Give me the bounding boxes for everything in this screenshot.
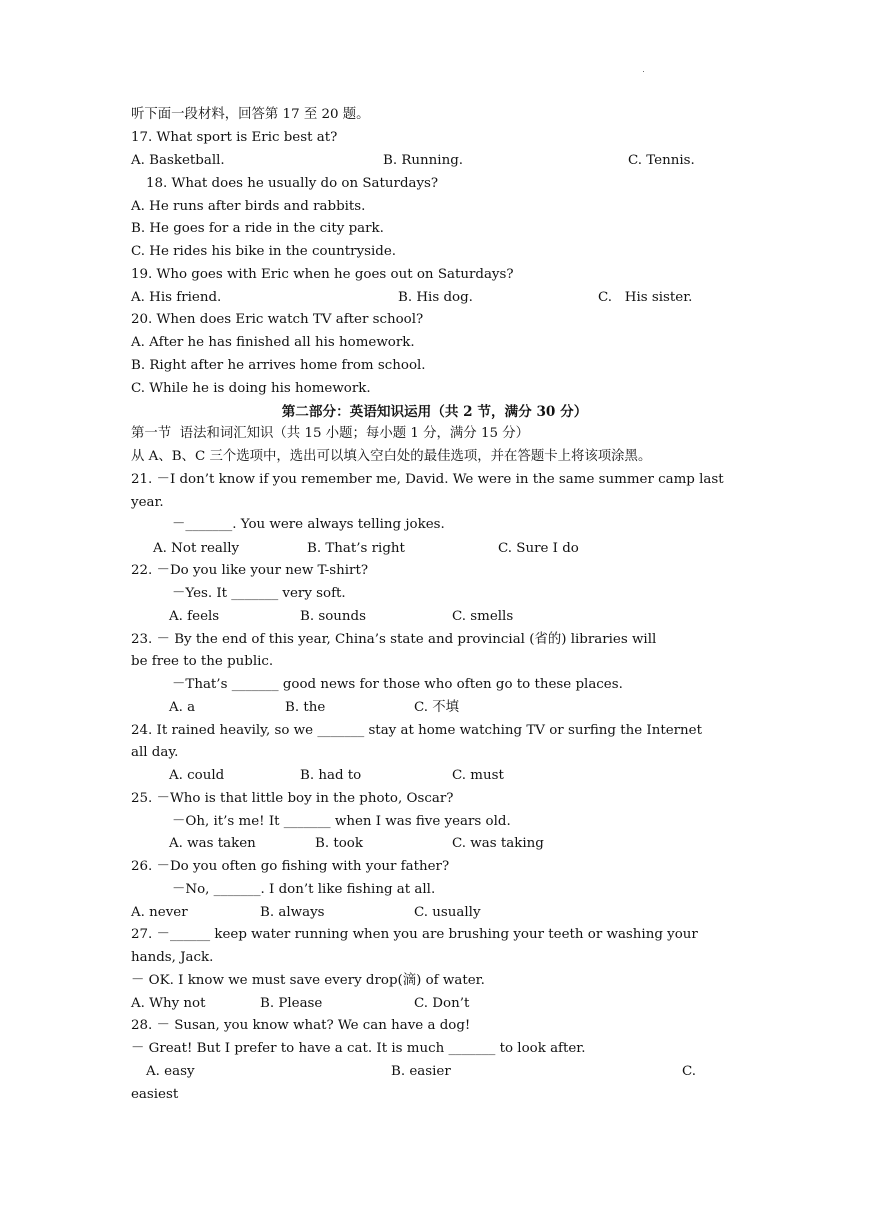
question-line: － OK. I know we must save every drop(滴) of water.	[131, 973, 485, 988]
question-line: －No, _______. I don’t like fishing at all.	[172, 882, 436, 897]
option-b: B. always	[260, 905, 325, 920]
option-b: B. That’s right	[307, 541, 405, 556]
option-a: A. feels	[169, 609, 220, 624]
option-b: B. had to	[300, 768, 362, 783]
option-c: C. Don’t	[414, 996, 470, 1011]
option-b: B. His dog.	[398, 290, 473, 305]
question-line: be free to the public.	[131, 654, 274, 669]
option-c: C.	[682, 1064, 697, 1079]
header-mark: ·	[642, 66, 645, 76]
question-line: 26. －Do you often go fishing with your father?	[131, 859, 450, 874]
section-instruction: 从 A、B、C 三个选项中，选出可以填入空白处的最佳选项，并在答题卡上将该项涂黑。	[131, 449, 652, 464]
question-line: 28. － Susan, you know what? We can have a dog!	[131, 1018, 471, 1033]
question-line: all day.	[131, 745, 179, 760]
question-stem: 17. What sport is Eric best at?	[131, 130, 338, 145]
option-a: A. was taken	[169, 836, 256, 851]
option-b: B. took	[315, 836, 363, 851]
option-a: A. could	[169, 768, 225, 783]
option-c: C. He rides his bike in the countryside.	[131, 244, 397, 259]
question-stem: 19. Who goes with Eric when he goes out on Saturdays?	[131, 267, 514, 282]
question-stem: 20. When does Eric watch TV after school?	[131, 312, 424, 327]
option-a: A. He runs after birds and rabbits.	[131, 199, 366, 214]
option-c: C. 不填	[414, 700, 460, 715]
option-c: C. must	[452, 768, 504, 783]
option-b: B. easier	[391, 1064, 451, 1079]
question-line: 24. It rained heavily, so we _______ stay at home watching TV or surfing the Internet	[131, 723, 702, 738]
option-a: A. easy	[146, 1064, 195, 1079]
option-b: B. Please	[260, 996, 323, 1011]
option-c-text: easiest	[131, 1087, 179, 1102]
option-b: B. Right after he arrives home from school.	[131, 358, 426, 373]
option-b: B. Running.	[383, 153, 464, 168]
option-c: C. was taking	[452, 836, 544, 851]
option-a: A. Not really	[153, 541, 240, 556]
option-c: C. His sister.	[598, 290, 693, 305]
option-c: C. While he is doing his homework.	[131, 381, 371, 396]
option-a: A. Basketball.	[131, 153, 225, 168]
section-title: 第一节 语法和词汇知识（共 15 小题；每小题 1 分，满分 15 分）	[131, 426, 530, 441]
option-a: A. His friend.	[131, 290, 222, 305]
option-a: A. a	[169, 700, 196, 715]
listening-intro: 听下面一段材料，回答第 17 至 20 题。	[131, 107, 370, 122]
part-title: 第二部分：英语知识运用（共 2 节，满分 30 分）	[281, 404, 588, 420]
question-line: 27. －______ keep water running when you are brushing your teeth or washing your	[131, 927, 698, 942]
question-line: 21. －I don’t know if you remember me, David. We were in the same summer camp last	[131, 472, 724, 487]
option-b: B. sounds	[300, 609, 366, 624]
question-line: year.	[131, 495, 164, 510]
question-line: －_______. You were always telling jokes.	[172, 517, 445, 532]
option-c: C. usually	[414, 905, 481, 920]
question-line: －That’s _______ good news for those who often go to these places.	[172, 677, 623, 692]
question-stem: 18. What does he usually do on Saturdays?	[146, 176, 439, 191]
question-line: 22. －Do you like your new T-shirt?	[131, 563, 369, 578]
option-c: C. Tennis.	[628, 153, 695, 168]
option-a: A. never	[131, 905, 188, 920]
option-a: A. After he has finished all his homework.	[131, 335, 415, 350]
option-b: B. the	[285, 700, 326, 715]
option-a: A. Why not	[131, 996, 206, 1011]
question-line: －Oh, it’s me! It _______ when I was five years old.	[172, 814, 511, 829]
option-c: C. Sure I do	[498, 541, 579, 556]
option-c: C. smells	[452, 609, 514, 624]
question-line: 25. －Who is that little boy in the photo, Oscar?	[131, 791, 454, 806]
option-b: B. He goes for a ride in the city park.	[131, 221, 384, 236]
question-line: hands, Jack.	[131, 950, 214, 965]
question-line: －Yes. It _______ very soft.	[172, 586, 346, 601]
question-line: － Great! But I prefer to have a cat. It is much _______ to look after.	[131, 1041, 586, 1056]
question-line: 23. － By the end of this year, China’s state and provincial (省的) libraries will	[131, 632, 657, 647]
